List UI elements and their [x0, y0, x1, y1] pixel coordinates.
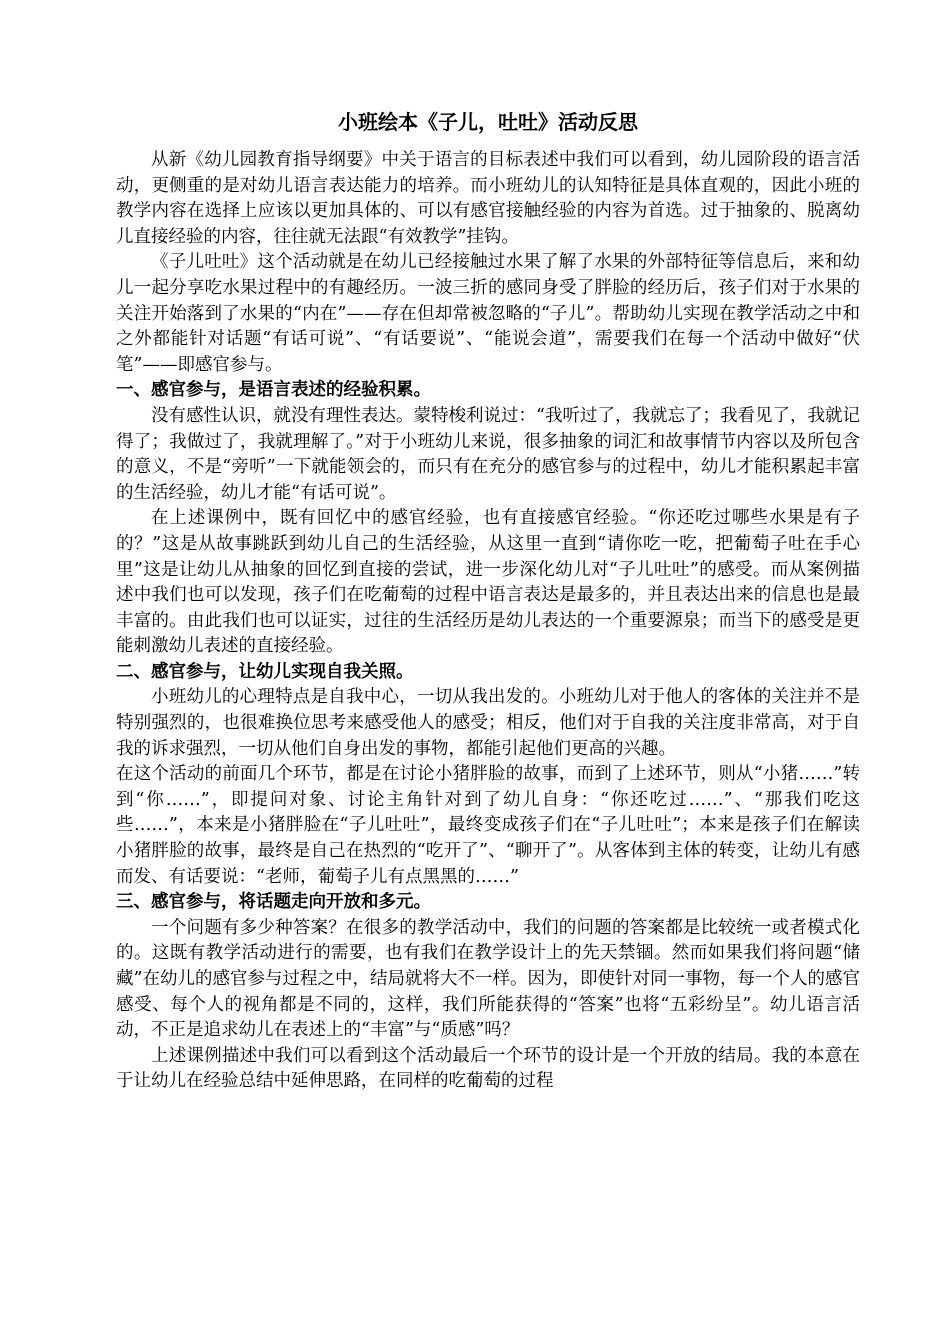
- paragraph: 在上述课例中，既有回忆中的感官经验，也有直接感官经验。“你还吃过哪些水果是有子的？”这是从故事跳跃到幼儿自己的生活经验，从这里一直到“请你吃一吃，把葡萄子吐在手心里”这是让幼儿从抽象的回忆到直接的尝试，进一步深化幼儿对“子儿吐吐”的感受。而从案例描述中我们也可以发现，孩子们在吃葡萄的过程中语言表达是最多的，并且表达出来的信息也是最丰富的。由此我们也可以证实，过往的生活经历是幼儿表达的一个重要源泉；而当下的感受是更能刺激幼儿表述的直接经验。: [116, 508, 860, 657]
- document-page: [116, 108, 860, 1095]
- paragraph: 在这个活动的前面几个环节，都是在讨论小猪胖脸的故事，而到了上述环节，则从“小猪……”转到“你……”，即提问对象、讨论主角针对到了幼儿自身：“你还吃过……”、“那我们吃这些……”，本来是小猪胖脸在“子儿吐吐”，最终变成孩子们在“子儿吐吐”；本来是孩子们在解读小猪胖脸的故事，最终是自己在热烈的“吃开了”、“聊开了”。从客体到主体的转变，让幼儿有感而发、有话要说：“老师，葡萄子儿有点黑黑的……”: [116, 764, 860, 887]
- section-heading: 三、感官参与，将话题走向开放和多元。: [116, 892, 431, 913]
- paragraph: 《子儿吐吐》这个活动就是在幼儿已经接触过水果了解了水果的外部特征等信息后，来和幼儿一起分享吃水果过程中的有趣经历。一波三折的感同身受了胖脸的经历后，孩子们对于水果的关注开始落到了水果的“内在”——存在但却常被忽略的“子儿”。帮助幼儿实现在教学活动之中和之外都能针对话题“有话可说”、“有话要说”、“能说会道”，需要我们在每一个活动中做好“伏笔”——即感官参与。: [116, 252, 860, 375]
- document-title: 小班绘本《子儿，吐吐》活动反思: [338, 110, 638, 134]
- paragraph: 小班幼儿的心理特点是自我中心，一切从我出发的。小班幼儿对于他人的客体的关注并不是特别强烈的，也很难换位思考来感受他人的感受；相反，他们对于自我的关注度非常高，对于自我的诉求强烈，一切从他们自身出发的事物，都能引起他们更高的兴趣。: [116, 687, 860, 759]
- paragraph: 没有感性认识，就没有理性表达。蒙特梭利说过：“我听过了，我就忘了；我看见了，我就记得了；我做过了，我就理解了。”对于小班幼儿来说，很多抽象的词汇和故事情节内容以及所包含的意义，不是“旁听”一下就能领会的，而只有在充分的感官参与的过程中，幼儿才能积累起丰富的生活经验，幼儿才能“有话可说”。: [116, 405, 860, 503]
- paragraph: 从新《幼儿园教育指导纲要》中关于语言的目标表述中我们可以看到，幼儿园阶段的语言活动，更侧重的是对幼儿语言表达能力的培养。而小班幼儿的认知特征是具体直观的，因此小班的教学内容在选择上应该以更加具体的、可以有感官接触经验的内容为首选。过于抽象的、脱离幼儿直接经验的内容，往往就无法跟“有效教学”挂钩。: [116, 150, 860, 247]
- paragraph: 上述课例描述中我们可以看到这个活动最后一个环节的设计是一个开放的结局。我的本意在于让幼儿在经验总结中延伸思路，在同样的吃葡萄的过程: [116, 1045, 860, 1092]
- paragraph: 一个问题有多少种答案？在很多的教学活动中，我们的问题的答案都是比较统一或者模式化的。这既有教学活动进行的需要，也有我们在教学设计上的先天禁锢。然而如果我们将问题“储藏”在幼儿的感官参与过程之中，结局就将大不一样。因为，即使针对同一事物，每一个人的感官感受、每个人的视角都是不同的，这样，我们所能获得的“答案”也将“五彩纷呈”。幼儿语言活动，不正是追求幼儿在表述上的“丰富”与“质感”吗？: [116, 917, 860, 1041]
- section-heading: 二、感官参与，让幼儿实现自我关照。: [116, 661, 414, 682]
- section-heading: 一、感官参与，是语言表述的经验积累。: [116, 380, 431, 401]
